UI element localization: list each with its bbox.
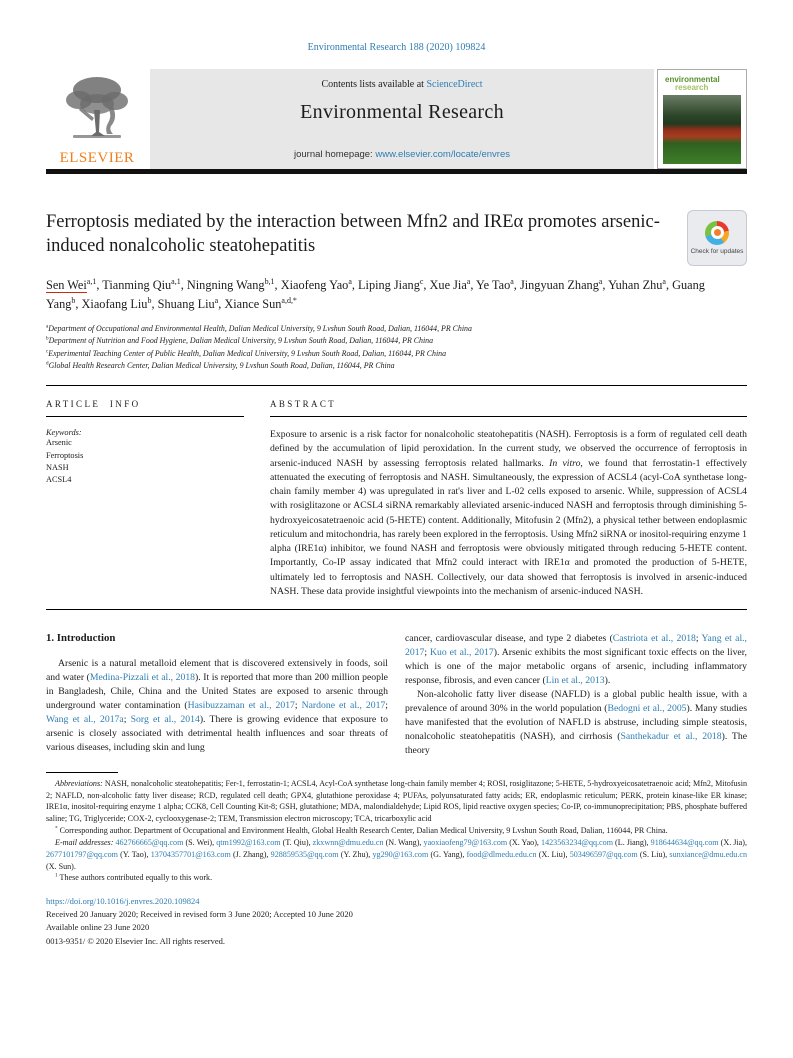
link[interactable]: qtm1992@163.com: [216, 837, 281, 847]
link[interactable]: Kuo et al., 2017: [430, 647, 494, 659]
abbreviations-footnote: Abbreviations: NASH, nonalcoholic steatohepatitis; Fer-1, ferrostatin-1; ACSL4, Acyl-CoA synthetase long-chain family member 4; ROSI, rosiglitazone; 5-HETE, 5-hydroxyeicosatetraenoic acid; Mfn2, Mitofusin 2; NAFLD, non-alcoholic fatty liver disease; RCD, regulated cell death; GPX4, glutathione peroxidase 4; PUFAs, polyunsaturated fatty acids; ER, endoplasmic reticulum; PERK, protein kinase-like ER kinase; IRE1α, inositol-requiring enzyme 1 alpha; CCK8, Cell Counting Kit-8; GSH, glutathione; MDA, malondialdehyde; Lipid ROS, lipid reactive oxygen species; Co-IP, co-immunoprecipitation; PBS, phosphate buffered saline; TG, Triglyceride; COX-2, cyclooxygenase-2; TEM, Transmission electron microscopy; TCA, tricarboxylic acid: [46, 778, 748, 824]
sciencedirect-link[interactable]: ScienceDirect: [426, 79, 483, 90]
link[interactable]: Bedogni et al., 2005: [607, 702, 687, 714]
intro-right-column: [405, 632, 747, 758]
affiliations-list: [46, 323, 747, 372]
abstract-rule: [270, 416, 747, 417]
introduction-heading: 1. Introduction: [46, 632, 116, 645]
link[interactable]: Hasibuzzaman et al., 2017: [187, 700, 295, 711]
link[interactable]: Castriota et al., 2018: [612, 633, 696, 645]
abstract-heading: ABSTRACT: [270, 399, 337, 410]
article-info-heading: ARTICLE INFO: [46, 399, 141, 410]
article-title: Ferroptosis mediated by the interaction between Mfn2 and IREα promotes arsenic-induced nonalcoholic steatohepatitis: [46, 212, 660, 257]
section-divider-rule: [46, 385, 747, 386]
affiliation-c: $^c$Experimental Teaching Center of Public Health, Dalian Medical University, 9 Lvshun South Road, Dalian, 116044, PR China: [46, 347, 447, 358]
intro-paragraph-right-1: cancer, cardiovascular disease, and type 2 diabetes (Castriota et al., 2018; Yang et al., 2017; Kuo et al., 2017). Arsenic exhibits the most significant toxic effects on the liver, which is one of the major metabolic organs of arsenic, including inflammatory response, fibrosis, and even cancer (Lin et al., 2013).: [405, 633, 747, 686]
link[interactable]: 13704357701@163.com: [150, 849, 231, 859]
abstract-bottom-rule: [46, 609, 747, 610]
keyword-arsenic: Arsenic: [46, 438, 72, 448]
available-online-line: Available online 23 June 2020: [46, 922, 150, 933]
running-head-citation[interactable]: Environmental Research 188 (2020) 109824: [307, 42, 486, 53]
link[interactable]: Yang et al., 2017: [405, 633, 747, 659]
link[interactable]: Lin et al., 2013: [545, 675, 605, 686]
link[interactable]: Nardone et al., 2017: [301, 700, 386, 711]
link[interactable]: food@dlmedu.edu.cn: [466, 849, 537, 859]
link[interactable]: 1423563234@qq.com: [541, 837, 613, 847]
footnotes-block: [46, 778, 747, 884]
intro-paragraph-left: Arsenic is a natural metalloid element that is discovered extensively in foods, soil and water (Medina-Pizzali et al., 2018). It is reported that more than 200 million people in Bangladesh, Chile, China and the United States are exposed to arsenic through underground water contamination (Hasibuzzaman et al., 2017; Nardone et al., 2017; Wang et al., 2017a; Sorg et al., 2014). There is growing evidence that exposure to arsenic is closely associated with detrimental health influences and soar threats of various diseases, including skin and lung: [46, 658, 388, 753]
intro-paragraph-right-2: Non-alcoholic fatty liver disease (NAFLD) is a global public health issue, with a prevalence of around 30% in the world population (Bedogni et al., 2005). Many studies have manifested that the evolution of NAFLD is abstruse, including simple steatosis, nonalcoholic steatohepatitis (NASH), and cirrhosis (Santhekadur et al., 2018). The theory: [405, 688, 747, 756]
keyword-nash: NASH: [46, 462, 69, 472]
masthead-divider-bar: [46, 169, 747, 174]
abstract-text: Exposure to arsenic is a risk factor for nonalcoholic steatohepatitis (NASH). Ferroptosis is a form of regulated cell death defined by the accumulation of lipid peroxidation. In the current study, we observed the occurrence of ferroptosis in arsenic-induced NASH by assessing ferroptosis related hallmarks. In vitro, we found that ferrostatin-1 effectively attenuated the executing of ferroptosis and NASH. Simultaneously, the expression of ACSL4 (acyl-CoA synthetase long-chain family member 4) was upregulated in rat's liver and L-02 cells exposed to arsenic. While, suppression of ACSL4 with rosiglitazone or ACSL4 siRNA remarkably alleviated arsenic-induced NASH and ferroptosis through diminishing 5-hydroxyeicosatetraenoic acid (5-HETE) content. Additionally, Mitofusin 2 (Mfn2), a physical tether between endoplasmic reticulum and mitochondria, has rarely been explored in the ferroptosis. Using Mfn2 siRNA or inositol-requiring enzyme 1 alpha (IRE1α) inhibitor, we found NASH and ferroptosis were obviously mitigated through reducing 5-HETE content. Importantly, Co-IP assay indicated that Mfn2 could interact with IRE1α and promoted the production of 5-HETE, ultimately led to ferroptosis and NASH. Collectively, our data showed that ferroptosis is involved in arsenic-induced NASH. These data provide insightful viewpoints into the mechanism of arsenic-induced NASH.: [270, 429, 747, 597]
affiliation-b: $^b$Department of Nutrition and Food Hygiene, Dalian Medical University, 9 Lvshun South Road, Dalian, 116044, PR China: [46, 335, 434, 346]
journal-homepage-line: journal homepage: www.elsevier.com/locate/envres: [294, 149, 510, 160]
check-for-updates-label: Check for updates: [690, 247, 744, 255]
journal-title: Environmental Research: [300, 101, 504, 123]
received-dates-line: Received 20 January 2020; Received in revised form 3 June 2020; Accepted 10 June 2020: [46, 909, 353, 920]
article-info-rule: [46, 416, 244, 417]
journal-homepage-link[interactable]: www.elsevier.com/locate/envres: [375, 149, 510, 160]
link[interactable]: Medina-Pizzali et al., 2018: [89, 672, 196, 684]
corresponding-author-footnote: * Corresponding author. Department of Occupational and Environment Health, Global Health Research Center, Dalian Medical University, 9 Lvshun South Road, Dalian, 116044, PR China.: [55, 825, 668, 836]
imprint-block: [46, 895, 747, 948]
keyword-acsl4: ACSL4: [46, 475, 72, 485]
link[interactable]: Santhekadur et al., 2018: [620, 730, 722, 742]
elsevier-wordmark: ELSEVIER: [59, 150, 135, 166]
authors-line: Sen Wei$^{a,1}$, Tianming Qiu$^{a,1}$, Ningning Wang$^{b,1}$, Xiaofeng Yao$^a$, Liping Jiang$^c$, Xue Jia$^a$, Ye Tao$^a$, Jingyuan Zhang$^a$, Yuhan Zhu$^a$, Guang Yang$^b$, Xiaofang Liu$^b$, Shuang Liu$^a$, Xiance Sun$^{a,d,*}$: [46, 276, 705, 312]
masthead-banner: [150, 69, 654, 169]
link[interactable]: 918644634@qq.com: [650, 837, 719, 847]
link[interactable]: Sorg et al., 2014: [130, 713, 200, 725]
issn-copyright-line: 0013-9351/ © 2020 Elsevier Inc. All rights reserved.: [46, 935, 226, 946]
link[interactable]: yg290@163.com: [372, 849, 429, 859]
link[interactable]: Wang et al., 2017a: [46, 713, 124, 725]
doi-link[interactable]: https://doi.org/10.1016/j.envres.2020.109824: [46, 896, 200, 907]
article-info-column: [46, 399, 244, 599]
link[interactable]: sunxiance@dmu.edu.cn: [669, 849, 748, 859]
equal-contribution-footnote: $^1$ These authors contributed equally to this work.: [55, 872, 213, 883]
affiliation-d: $^d$Global Health Research Center, Dalian Medical University, 9 Lvshun South Road, Dalian, 116044, PR China: [46, 360, 395, 370]
link[interactable]: 2677101797@qq.com: [46, 849, 118, 859]
elsevier-logo[interactable]: [46, 69, 148, 169]
keywords-label: Keywords:: [46, 428, 82, 438]
crossmark-icon: [705, 221, 729, 245]
link[interactable]: 462766665@qq.com: [115, 837, 184, 847]
affiliation-a: $^a$Department of Occupational and Environmental Health, Dalian Medical University, 9 Lvshun South Road, Dalian, 116044, PR China: [46, 323, 472, 334]
elsevier-tree-icon: [61, 74, 133, 148]
link[interactable]: 928859535@qq.com: [270, 849, 339, 859]
check-for-updates-badge[interactable]: [687, 210, 747, 266]
link[interactable]: yaoxiaofeng79@163.com: [423, 837, 508, 847]
intro-left-column: [46, 632, 388, 758]
link[interactable]: zkxwnn@dmu.edu.cn: [312, 837, 384, 847]
journal-cover-thumbnail[interactable]: [657, 69, 747, 169]
contents-list-line: Contents lists available at ScienceDirect: [321, 79, 483, 90]
link[interactable]: 503496597@qq.com: [569, 849, 638, 859]
keyword-ferroptosis: Ferroptosis: [46, 450, 84, 460]
abstract-column: [270, 399, 747, 599]
journal-cover-title: environmental research: [663, 74, 741, 93]
email-addresses-footnote: E-mail addresses: 462766665@qq.com (S. Wei), qtm1992@163.com (T. Qiu), zkxwnn@dmu.edu.cn (N. Wang), yaoxiaofeng79@163.com (X. Yao), 1423563234@qq.com (L. Jiang), 918644634@qq.com (X. Jia), 2677101797@qq.com (Y. Tao), 13704357701@163.com (J. Zhang), 928859535@qq.com (Y. Zhu), yg290@163.com (G. Yang), food@dlmedu.edu.cn (X. Liu), 503496597@qq.com (S. Liu), sunxiance@dmu.edu.cn (X. Sun).: [46, 837, 748, 871]
journal-masthead: [46, 69, 747, 169]
footnote-separator: [46, 772, 118, 773]
journal-cover-image: [663, 95, 741, 164]
